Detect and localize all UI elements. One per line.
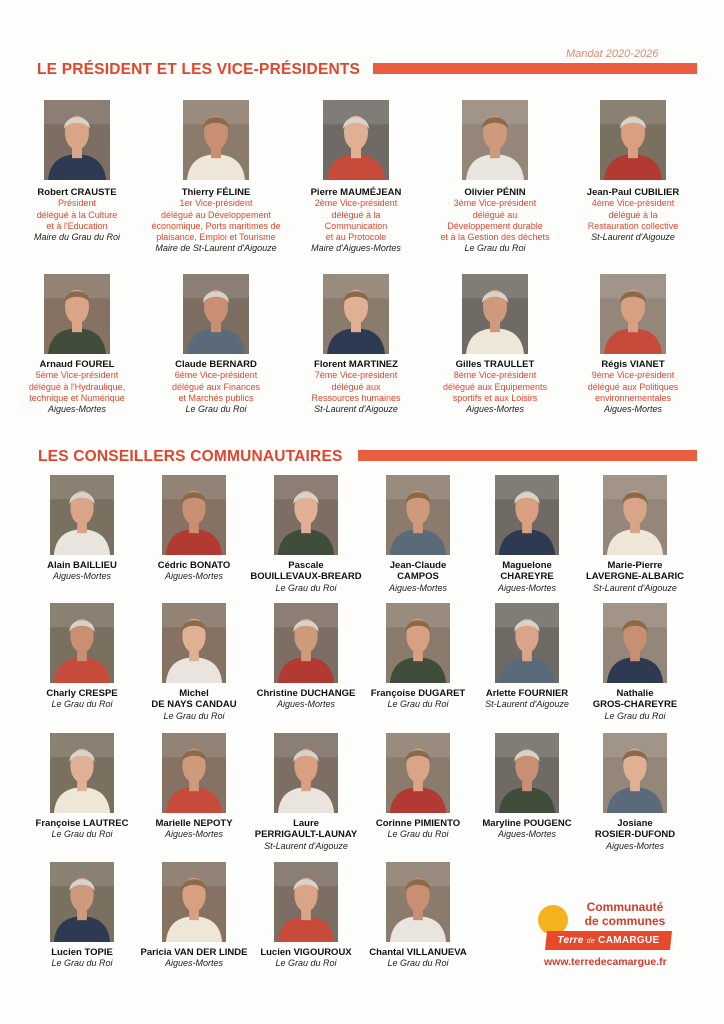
member-name: Alain BAILLIEU <box>47 560 117 571</box>
member-name: Marielle NEPOTY <box>155 818 233 829</box>
member-role-line <box>7 370 147 381</box>
member-role-line <box>146 370 286 381</box>
portrait-photo <box>603 603 667 683</box>
portrait-photo <box>462 274 528 354</box>
councillor-card <box>248 603 364 711</box>
councillor-card <box>360 475 476 594</box>
portrait-photo <box>183 274 249 354</box>
member-name: Marie-Pierre <box>607 560 663 571</box>
member-role-line <box>286 370 426 381</box>
member-role-line: technique et Numérique <box>29 392 125 403</box>
member-name: Claude BERNARD <box>175 359 257 370</box>
member-town: Le Grau du Roi <box>185 404 247 415</box>
role-text: Vice-président <box>616 198 675 209</box>
councillor-card <box>360 733 476 841</box>
councillor-card <box>24 862 140 970</box>
executive-card <box>286 100 426 255</box>
member-name: Jean-Paul CUBILIER <box>586 187 680 198</box>
portrait-photo <box>183 100 249 180</box>
member-name: Gilles TRAULLET <box>455 359 535 370</box>
council-section-title: LES CONSEILLERS COMMUNAUTAIRES <box>38 448 343 465</box>
website-link[interactable]: www.terredecamargue.fr <box>544 956 667 968</box>
portrait-photo <box>386 862 450 942</box>
member-role-line: délégué au Développement <box>160 209 272 220</box>
member-name: Christine DUCHANGE <box>256 688 356 699</box>
member-town: Le Grau du Roi <box>464 243 526 254</box>
councillor-card <box>469 603 585 711</box>
member-name: CHAREYRE <box>500 571 554 583</box>
portrait-photo <box>274 733 338 813</box>
member-role-line: sportifs et aux Loisirs <box>452 392 538 403</box>
portrait-photo <box>274 603 338 683</box>
councillor-card <box>24 733 140 841</box>
councillor-card <box>360 862 476 970</box>
council-title-bar <box>358 450 697 461</box>
member-town: Le Grau du Roi <box>604 710 666 721</box>
member-role-line: délégué à la Culture <box>36 209 118 220</box>
portrait-photo <box>495 603 559 683</box>
member-town: Le Grau du Roi <box>163 710 225 721</box>
member-role-line: plaisance, Emploi et Tourisme <box>156 232 276 243</box>
member-town: Le Grau du Roi <box>51 958 113 969</box>
member-town: Aigues-Mortes <box>164 571 224 582</box>
rank-number: 8ème <box>453 370 477 381</box>
member-role-line <box>425 370 565 381</box>
member-town: Aigues-Mortes <box>52 571 112 582</box>
councillor-card <box>577 475 693 594</box>
member-town: Le Grau du Roi <box>275 582 337 593</box>
member-name: Thierry FÉLINE <box>181 187 251 198</box>
councillor-card <box>248 475 364 594</box>
member-town: Aigues-Mortes <box>164 958 224 969</box>
member-name: Charly CRESPE <box>46 688 118 699</box>
member-town: Le Grau du Roi <box>51 829 113 840</box>
member-name: Françoise LAUTREC <box>35 818 129 829</box>
member-name: LAVERGNE-ALBARIC <box>586 571 684 583</box>
rank-number: 9ème <box>591 370 615 381</box>
member-role-line: délégué aux Politiques <box>587 381 679 392</box>
executive-card <box>563 100 703 243</box>
rank-number: 3ème <box>453 198 477 209</box>
member-role-line: délégué à la <box>331 209 381 220</box>
portrait-photo <box>495 733 559 813</box>
member-role-line: délégué aux Finances <box>171 381 261 392</box>
portrait-photo <box>386 603 450 683</box>
mandate-label: Mandat 2020-2026 <box>566 48 659 60</box>
logo-title <box>562 900 688 928</box>
member-town: St-Laurent d'Aigouze <box>485 699 569 710</box>
member-town: Le Grau du Roi <box>387 829 449 840</box>
councillor-card <box>469 733 585 841</box>
member-town: Le Grau du Roi <box>275 958 337 969</box>
executive-title-bar <box>373 63 697 74</box>
member-name: Chantal VILLANUEVA <box>369 947 467 958</box>
councillor-card <box>360 603 476 711</box>
councillor-card <box>248 733 364 852</box>
portrait-photo <box>495 475 559 555</box>
logo-line-2: de communes <box>584 914 666 928</box>
member-role-line: et au Protocole <box>325 232 387 243</box>
role-text: Vice-président <box>339 370 398 381</box>
member-role-line: délégué à l'Hydraulique, <box>28 381 126 392</box>
member-name: Maguelone <box>502 560 552 571</box>
member-name: ROSIER-DUFOND <box>594 829 676 841</box>
member-name: Arlette FOURNIER <box>485 688 569 699</box>
member-town: St-Laurent d'Aigouze <box>264 840 348 851</box>
councillor-card <box>24 603 140 711</box>
member-town: St-Laurent d'Aigouze <box>314 404 398 415</box>
member-role-line: Président <box>57 198 97 209</box>
member-role-line: Restauration collective <box>587 220 679 231</box>
role-text: Vice-président <box>339 198 398 209</box>
logo-band <box>545 931 672 950</box>
portrait-photo <box>600 100 666 180</box>
member-name: Robert CRAUSTE <box>37 187 117 198</box>
rank-number: 1er <box>179 198 193 209</box>
portrait-photo <box>386 475 450 555</box>
member-role-line <box>563 370 703 381</box>
member-town: Le Grau du Roi <box>387 958 449 969</box>
member-name: Corinne PIMIENTO <box>375 818 461 829</box>
councillor-card <box>577 733 693 852</box>
councillor-card <box>469 475 585 594</box>
member-role-line: Développement durable <box>447 220 543 231</box>
member-town: Le Grau du Roi <box>51 699 113 710</box>
role-text: Vice-président <box>478 198 537 209</box>
member-name: Laure <box>293 818 319 829</box>
portrait-photo <box>603 733 667 813</box>
logo-band-de: de <box>586 938 596 945</box>
member-name: CAMPOS <box>397 571 439 583</box>
councillor-card <box>577 603 693 722</box>
councillor-card <box>136 475 252 583</box>
member-name: DE NAYS CANDAU <box>151 699 237 711</box>
rank-number: 6ème <box>174 370 198 381</box>
rank-number: 4ème <box>591 198 615 209</box>
community-logo <box>538 895 688 975</box>
member-name: Nathalie <box>616 688 654 699</box>
councillor-card <box>136 733 252 841</box>
councillor-card <box>136 603 252 722</box>
member-town: Le Grau du Roi <box>387 699 449 710</box>
role-text: Vice-président <box>199 370 258 381</box>
councillor-card <box>136 862 252 970</box>
member-town: Aigues-Mortes <box>605 840 665 851</box>
portrait-photo <box>274 475 338 555</box>
member-town: Aigues-Mortes <box>465 404 525 415</box>
member-name: Cédric BONATO <box>157 560 231 571</box>
executive-card <box>563 274 703 415</box>
executive-card <box>7 274 147 415</box>
member-town: St-Laurent d'Aigouze <box>591 232 675 243</box>
member-town: Maire d'Aigues-Mortes <box>311 243 401 254</box>
role-text: Vice-président <box>60 370 119 381</box>
portrait-photo <box>50 475 114 555</box>
member-name: Lucien VIGOUROUX <box>260 947 352 958</box>
member-town: Aigues-Mortes <box>276 699 336 710</box>
councillor-card <box>24 475 140 583</box>
member-role-line: délégué aux Equipements <box>442 381 548 392</box>
member-role-line: économique, Ports maritimes de <box>151 220 281 231</box>
portrait-photo <box>44 274 110 354</box>
member-name: Jean-Claude <box>389 560 447 571</box>
member-town: Aigues-Mortes <box>47 404 107 415</box>
member-name: Lucien TOPIE <box>51 947 113 958</box>
executive-card <box>286 274 426 415</box>
member-name: GROS-CHAREYRE <box>592 699 678 711</box>
portrait-photo <box>274 862 338 942</box>
portrait-photo <box>462 100 528 180</box>
executive-section-title: LE PRÉSIDENT ET LES VICE-PRÉSIDENTS <box>37 61 361 78</box>
member-name: Pierre MAUMÉJEAN <box>310 187 402 198</box>
member-role-line: délégué au <box>472 209 518 220</box>
member-role-line <box>425 198 565 209</box>
member-role-line: environnementales <box>594 392 672 403</box>
member-role-line: Communication <box>324 220 388 231</box>
member-role-line <box>146 198 286 209</box>
member-role-line: délégué à la <box>608 209 658 220</box>
executive-card <box>425 274 565 415</box>
portrait-photo <box>162 603 226 683</box>
portrait-photo <box>162 475 226 555</box>
member-role-line <box>563 198 703 209</box>
member-town: Aigues-Mortes <box>164 829 224 840</box>
member-name: Michel <box>179 688 209 699</box>
member-name: Paricia VAN DER LINDE <box>140 947 248 958</box>
member-town: Aigues-Mortes <box>497 829 557 840</box>
member-name: Pascale <box>288 560 324 571</box>
role-text: Vice-président <box>616 370 675 381</box>
member-town: Maire du Grau du Roi <box>33 232 121 243</box>
member-town: Maire de St-Laurent d'Aigouze <box>155 243 277 254</box>
member-name: Maryline POUGENC <box>482 818 572 829</box>
member-name: PERRIGAULT-LAUNAY <box>254 829 358 841</box>
portrait-photo <box>323 100 389 180</box>
councillor-card <box>248 862 364 970</box>
rank-number: 5ème <box>35 370 59 381</box>
member-name: Olivier PÉNIN <box>464 187 526 198</box>
member-name: Florent MARTINEZ <box>314 359 398 370</box>
portrait-photo <box>386 733 450 813</box>
portrait-photo <box>50 603 114 683</box>
portrait-photo <box>50 862 114 942</box>
rank-number: 7ème <box>314 370 338 381</box>
portrait-photo <box>600 274 666 354</box>
portrait-photo <box>162 862 226 942</box>
member-role-line: et Marchés publics <box>178 392 254 403</box>
portrait-photo <box>162 733 226 813</box>
member-name: Françoise DUGARET <box>370 688 466 699</box>
executive-card <box>425 100 565 255</box>
member-role-line: et à l'Education <box>46 220 108 231</box>
rank-number: 2ème <box>314 198 338 209</box>
member-name: BOUILLEVAUX-BREARD <box>250 571 362 583</box>
executive-card <box>146 100 286 255</box>
member-name: Régis VIANET <box>601 359 665 370</box>
member-role-line: et à la Gestion des déchets <box>440 232 550 243</box>
logo-line-1: Communauté <box>586 900 664 914</box>
member-town: Aigues-Mortes <box>388 582 448 593</box>
member-role-line: délégué aux <box>331 381 381 392</box>
logo-band-terre: Terre <box>557 935 584 946</box>
portrait-photo <box>44 100 110 180</box>
member-name: Josiane <box>617 818 653 829</box>
member-name: Arnaud FOUREL <box>39 359 115 370</box>
member-role-line: Ressources humaines <box>311 392 401 403</box>
executive-card <box>7 100 147 243</box>
member-role-line <box>286 198 426 209</box>
member-town: Aigues-Mortes <box>603 404 663 415</box>
member-town: St-Laurent d'Aigouze <box>593 582 677 593</box>
member-town: Aigues-Mortes <box>497 582 557 593</box>
executive-card <box>146 274 286 415</box>
role-text: Vice-président <box>478 370 537 381</box>
role-text: Vice-président <box>195 198 253 209</box>
portrait-photo <box>50 733 114 813</box>
logo-band-camargue: CAMARGUE <box>598 935 660 946</box>
portrait-photo <box>603 475 667 555</box>
portrait-photo <box>323 274 389 354</box>
